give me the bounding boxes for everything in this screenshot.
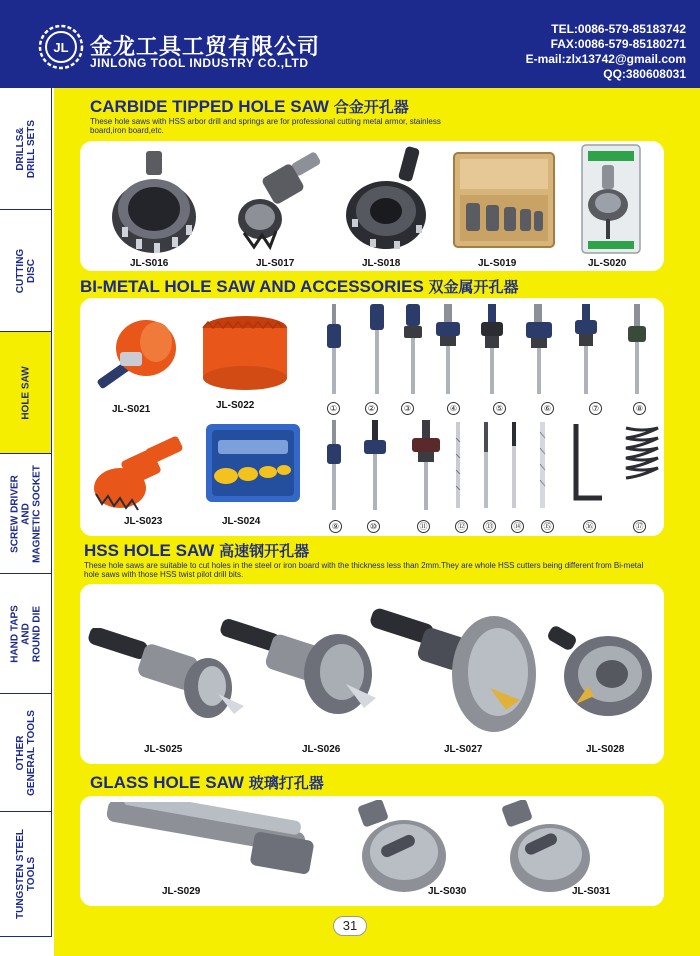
contact-block	[526, 22, 686, 82]
glass-title	[90, 772, 324, 793]
product-code: JL-S018	[362, 258, 401, 269]
product-code: JL-S021	[112, 404, 151, 415]
tab-label: DRILLS& DRILL SETS	[14, 119, 37, 178]
product-code: JL-S031	[572, 886, 611, 897]
accessory-number: ⑩	[367, 520, 380, 533]
hss-panel	[80, 584, 664, 764]
accessory-number: ⑰	[633, 520, 646, 533]
logo-text: JL	[53, 40, 69, 55]
page-header	[0, 0, 700, 88]
accessory-number: ⑫	[455, 520, 468, 533]
accessory-number: ④	[447, 402, 460, 415]
carbide-hole-saw-large-icon	[102, 147, 202, 257]
tab-label: TUNGSTEN STEEL TOOLS	[14, 828, 37, 920]
product-code: JL-S016	[130, 258, 169, 269]
product-code: JL-S028	[586, 744, 625, 755]
accessory-number: ⑬	[483, 520, 496, 533]
hss-hole-saw-large-icon	[370, 604, 540, 744]
product-code: JL-S022	[216, 400, 255, 411]
carbide-panel	[80, 141, 664, 271]
bimetal-panel	[80, 298, 664, 536]
accessory-number: ⑤	[493, 402, 506, 415]
bimetal-hole-saw-arbor-icon	[90, 310, 180, 402]
product-code: JL-S017	[256, 258, 295, 269]
bimetal-title	[80, 276, 519, 297]
hole-saw-blister-pack-icon	[580, 143, 642, 255]
tab-label: HOLE SAW	[20, 365, 31, 420]
accessory-number: ⑥	[541, 402, 554, 415]
product-code: JL-S019	[478, 258, 517, 269]
product-code: JL-S020	[588, 258, 627, 269]
glass-panel	[80, 796, 664, 906]
product-code: JL-S029	[162, 886, 201, 897]
product-code: JL-S024	[222, 516, 261, 527]
tab-general-tools[interactable]	[0, 694, 52, 812]
carbide-desc: These hole saws with HSS arbor drill and springs are for professional cutting metal armor, stainless board,iron board,etc.	[90, 117, 441, 135]
glass-hole-saw-large-icon	[350, 800, 450, 896]
accessory-number: ⑯	[583, 520, 596, 533]
tab-label: CUTTING DISC	[14, 248, 37, 293]
page-number: 31	[333, 916, 367, 936]
email: E-mail:zlx13742@gmail.com	[525, 52, 686, 66]
tab-label: OTHER GENERAL TOOLS	[14, 709, 37, 796]
tab-label: SCREW DRIVER AND MAGNETIC SOCKET	[9, 464, 42, 563]
accessory-number: ⑨	[329, 520, 342, 533]
accessory-number: ⑪	[417, 520, 430, 533]
tab-screw-driver[interactable]	[0, 454, 52, 574]
bimetal-hole-saw-kit-case-icon	[204, 420, 302, 506]
hole-saw-wooden-box-set-icon	[452, 151, 556, 249]
category-sidebar	[0, 88, 54, 956]
accessory-number: ⑮	[541, 520, 554, 533]
accessory-number: ⑭	[511, 520, 524, 533]
company-name-cn: 金龙工具工贸有限公司	[90, 35, 321, 60]
hss-title	[84, 540, 309, 561]
company-name-en: JINLONG TOOL INDUSTRY CO.,LTD	[90, 56, 309, 70]
product-code: JL-S030	[428, 886, 467, 897]
tel: TEL:0086-579-85183742	[551, 22, 686, 36]
title-cn: 玻璃打孔器	[248, 774, 324, 792]
accessory-number: ③	[401, 402, 414, 415]
glass-drill-bits-icon	[102, 802, 322, 892]
title-cn: 高速钢开孔器	[219, 542, 310, 560]
carbide-hole-saw-shell-icon	[342, 145, 442, 255]
bimetal-hole-saw-quick-change-icon	[90, 434, 190, 514]
arbor-icon	[327, 304, 341, 394]
tab-label: HAND TAPS AND ROUND DIE	[9, 604, 42, 663]
title-en: HSS HOLE SAW	[84, 541, 215, 560]
fax: FAX:0086-579-85180271	[550, 37, 686, 51]
jinlong-logo-icon	[38, 24, 84, 70]
accessory-number: ⑧	[633, 402, 646, 415]
bimetal-hole-saw-cup-icon	[200, 312, 290, 392]
tab-hole-saw[interactable]	[0, 332, 52, 454]
hss-desc: These hole saws are suitable to cut holes in the steel or iron board with the thickness less than 2mm.They are whole HSS cutters being different from Bi-metal hole saws with those HSS twist pilot drill bits.	[84, 561, 644, 579]
title-en: GLASS HOLE SAW	[90, 773, 244, 792]
accessory-number: ②	[365, 402, 378, 415]
product-code: JL-S025	[144, 744, 183, 755]
product-code: JL-S027	[444, 744, 483, 755]
glass-hole-saw-small-icon	[500, 800, 600, 896]
tab-drills[interactable]	[0, 88, 52, 210]
title-en: CARBIDE TIPPED HOLE SAW	[90, 97, 329, 116]
carbide-title	[90, 96, 409, 117]
title-cn: 双金属开孔器	[428, 278, 519, 296]
title-cn: 合金开孔器	[333, 98, 409, 116]
accessory-number: ⑦	[589, 402, 602, 415]
title-en: BI-METAL HOLE SAW AND ACCESSORIES	[80, 277, 424, 296]
tab-hand-taps[interactable]	[0, 574, 52, 694]
qq: QQ:380608031	[603, 67, 686, 81]
tab-tungsten[interactable]	[0, 812, 52, 937]
arbor-accessories-row-1	[322, 302, 662, 398]
accessory-number: ①	[327, 402, 340, 415]
tab-cutting-disc[interactable]	[0, 210, 52, 332]
product-code: JL-S023	[124, 516, 163, 527]
product-code: JL-S026	[302, 744, 341, 755]
hss-hole-saw-medium-icon	[220, 618, 390, 728]
hss-hole-saw-cup-icon	[548, 624, 660, 724]
arbor-accessories-row-2	[322, 418, 662, 514]
carbide-hole-saw-arbor-icon	[230, 151, 330, 251]
